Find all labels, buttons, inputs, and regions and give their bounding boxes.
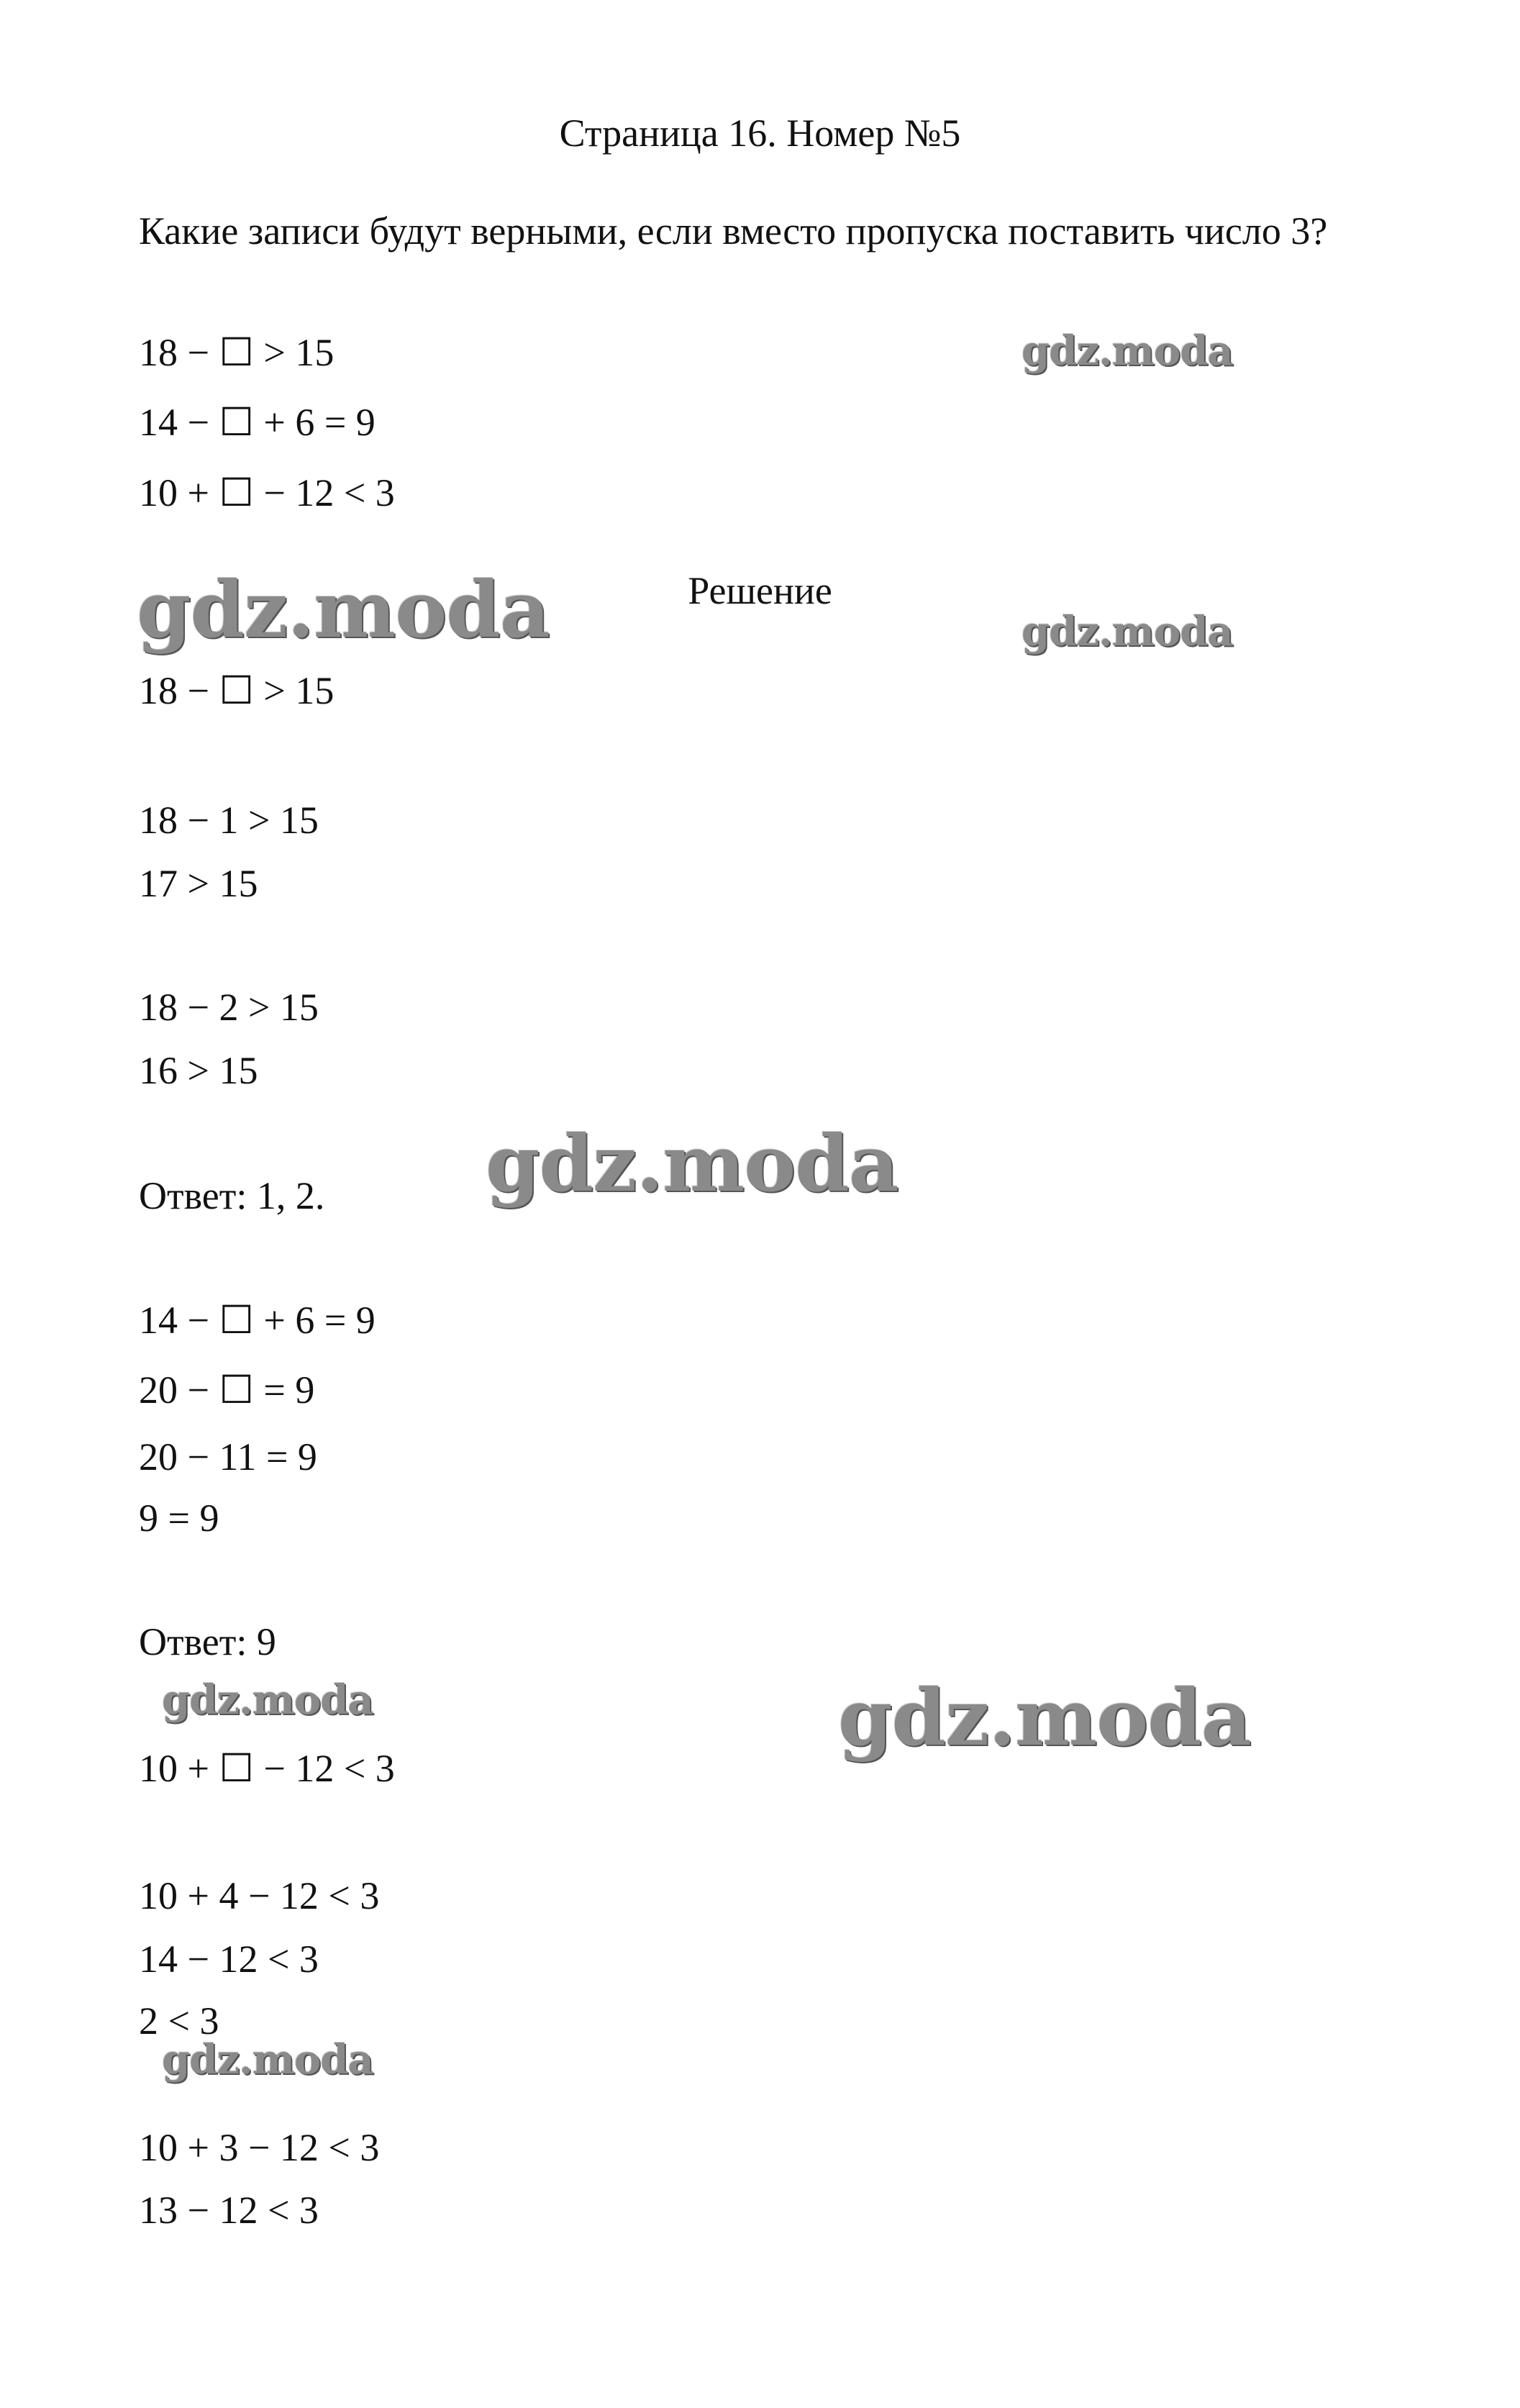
solution-line-4: 18 − 2 > 15 [139,986,319,1029]
solution-line-14: 14 − 12 < 3 [139,1937,319,1981]
watermark-logo: gdz.moda [162,1676,373,1724]
watermark-logo: gdz.moda [1021,327,1233,375]
solution-line-3: 17 > 15 [139,862,258,905]
solution-line-17: 13 − 12 < 3 [139,2189,319,2232]
solution-line-2: 18 − 1 > 15 [139,799,319,842]
watermark-logo: gdz.moda [137,565,550,655]
answer-1: Ответ: 1, 2. [139,1174,325,1217]
task-line-2: 14 − ☐ + 6 = 9 [139,401,376,444]
task-line-1: 18 − ☐ > 15 [139,331,335,374]
question-text: Какие записи будут верными, если вместо пропуска поставить число 3? [139,209,1328,253]
page-title: Страница 16. Номер №5 [559,112,961,155]
watermark-logo: gdz.moda [1021,608,1233,655]
solution-line-10: 9 = 9 [139,1496,219,1540]
solution-line-13: 10 + 4 − 12 < 3 [139,1874,380,1917]
answer-2: Ответ: 9 [139,1620,276,1663]
solution-heading: Решение [688,569,832,612]
solution-line-16: 10 + 3 − 12 < 3 [139,2126,380,2169]
watermark-logo: gdz.moda [838,1673,1251,1763]
solution-line-12: 10 + ☐ − 12 < 3 [139,1747,395,1790]
solution-line-7: 14 − ☐ + 6 = 9 [139,1299,376,1342]
solution-line-15: 2 < 3 [139,1999,219,2043]
task-line-3: 10 + ☐ − 12 < 3 [139,471,395,514]
watermark-logo: gdz.moda [162,2036,373,2084]
solution-line-5: 16 > 15 [139,1049,258,1092]
solution-line-8: 20 − ☐ = 9 [139,1368,315,1412]
solution-line-1: 18 − ☐ > 15 [139,669,335,712]
watermark-logo: gdz.moda [486,1119,898,1209]
solution-line-9: 20 − 11 = 9 [139,1435,317,1478]
